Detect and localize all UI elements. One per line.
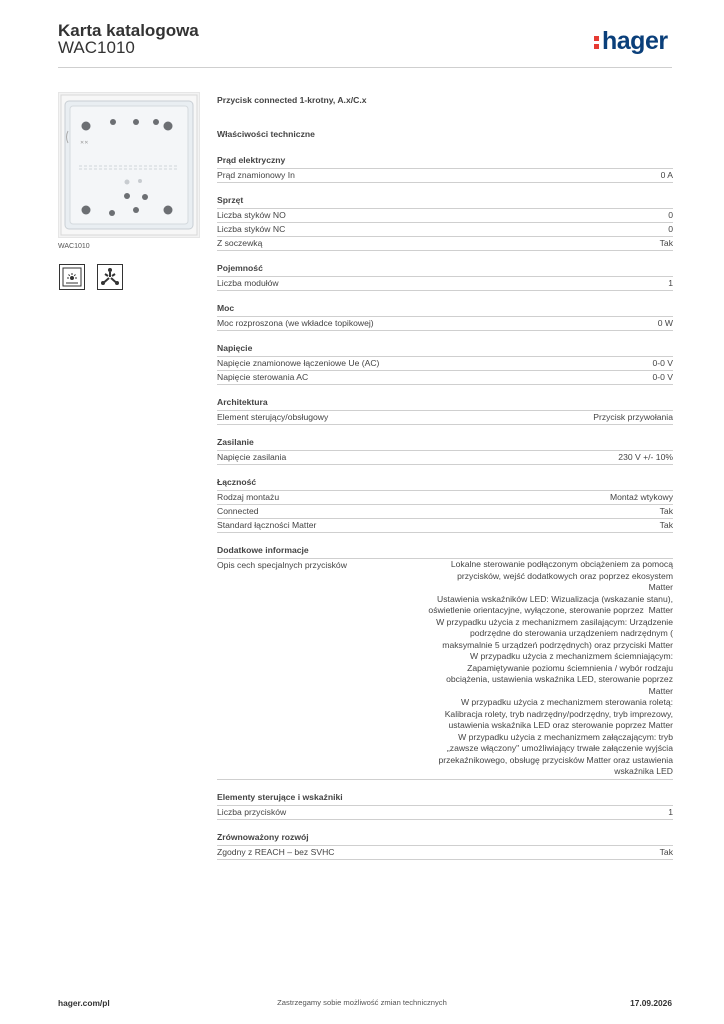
spec-group	[217, 437, 673, 465]
spec-group-title: Architektura	[217, 397, 673, 411]
spec-group-title: Dodatkowe informacje	[217, 545, 673, 559]
spec-group	[217, 343, 673, 385]
spec-value: Tak	[659, 520, 673, 530]
spec-label: Opis cech specjalnych przycisków	[217, 560, 347, 570]
spec-value-line: maksymalnie 5 urządzeń podrzędnych) oraz przyciski Matter	[442, 639, 673, 650]
light-sensor-icon	[59, 264, 85, 290]
spec-row	[217, 223, 673, 237]
spec-label: Zgodny z REACH – bez SVHC	[217, 846, 335, 857]
spec-row	[217, 277, 673, 291]
header-product-code: WAC1010	[58, 38, 135, 57]
spec-value: 0 W	[657, 318, 673, 328]
spec-value-line: obciążenia, ustawienia wskaźnika LED, sterowanie poprzez	[446, 674, 673, 684]
spec-value: Przycisk przywołania	[593, 412, 673, 422]
spec-value-line: W przypadku użycia z mechanizmem sterowania roletą:	[460, 697, 673, 707]
spec-group-title: Napięcie	[217, 343, 673, 357]
spec-value-line: Zapamiętywanie poziomu ściemnienia / wybór rodzaju	[467, 662, 673, 673]
spec-group-title: Zrównoważony rozwój	[217, 832, 673, 846]
spec-value: 230 V +/- 10%	[618, 452, 673, 462]
product-title: Przycisk connected 1-krotny, A.x/C.x	[217, 95, 367, 105]
matter-icon	[97, 264, 123, 290]
spec-value	[393, 559, 673, 778]
spec-value: 0	[668, 224, 673, 234]
spec-value-line: podrzędne do sterowania urządzeniem nadrzędnym (	[469, 628, 673, 638]
spec-value: 0 A	[660, 170, 673, 180]
spec-value: Tak	[659, 238, 673, 248]
spec-label: Z soczewką	[217, 238, 263, 248]
footer-date: 17.09.2026	[630, 998, 672, 1008]
spec-row	[217, 491, 673, 505]
spec-group	[217, 545, 673, 780]
spec-group-title: Prąd elektryczny	[217, 155, 673, 169]
spec-value: Montaż wtykowy	[609, 492, 673, 502]
spec-group-title: Łączność	[217, 477, 673, 491]
spec-label: Napięcie sterowania AC	[217, 372, 309, 382]
spec-row	[217, 451, 673, 465]
spec-row	[217, 411, 673, 425]
spec-row	[217, 559, 673, 780]
spec-row	[217, 371, 673, 385]
spec-value-line: Matter	[648, 685, 673, 696]
spec-label: Moc rozproszona (we wkładce topikowej)	[217, 318, 374, 328]
spec-group	[217, 792, 673, 820]
footer-note: Zastrzegamy sobie możliwość zmian technicznych	[277, 998, 447, 1007]
spec-row	[217, 237, 673, 251]
spec-value-line: oświetlenie orientacyjne, wyłączone, sterowanie poprzez Matter	[428, 605, 673, 615]
spec-row	[217, 317, 673, 331]
spec-label: Liczba przycisków	[217, 806, 287, 817]
spec-label: Connected	[217, 506, 259, 516]
spec-value-line: przycisków, wejść dodatkowych oraz poprzez ekosystem	[457, 570, 673, 581]
svg-text:✕✕: ✕✕	[80, 140, 89, 146]
spec-label: Liczba modułów	[217, 278, 279, 288]
spec-value-line: ustawienia wskaźnika LED oraz sterowanie poprzez Matter	[448, 720, 673, 730]
spec-label: Element sterujący/obsługowy	[217, 412, 329, 422]
spec-group	[217, 263, 673, 291]
spec-group-title: Zasilanie	[217, 437, 673, 451]
spec-value-line: W przypadku użycia z mechanizmem załączającym: tryb	[458, 731, 673, 742]
spec-row	[217, 169, 673, 183]
spec-group	[217, 477, 673, 533]
spec-group-title: Moc	[217, 303, 673, 317]
spec-row	[217, 519, 673, 533]
spec-group	[217, 832, 673, 860]
spec-row	[217, 846, 673, 860]
spec-value: 0-0 V	[652, 372, 673, 382]
spec-value-line: Ustawienia wskaźników LED: Wizualizacja (wskazanie stanu),	[437, 593, 673, 604]
header-divider	[58, 67, 672, 68]
spec-label: Liczba styków NC	[217, 224, 286, 234]
section-title: Właściwości techniczne	[217, 129, 315, 139]
spec-value-line: W przypadku użycia z mechanizmem zasilającym: Urządzenie	[436, 616, 673, 627]
spec-value-line: przekaźnikowego, obsługę przycisków Matter oraz ustawienia	[438, 754, 673, 765]
spec-value-line: „zawsze włączony" umożliwiający trwałe załączenie wyjścia	[446, 743, 673, 753]
footer-url[interactable]: hager.com/pl	[58, 998, 110, 1008]
spec-row	[217, 806, 673, 820]
spec-group-title: Elementy sterujące i wskaźniki	[217, 792, 673, 806]
spec-column	[217, 95, 673, 872]
spec-groups	[217, 155, 673, 860]
spec-label: Napięcie zasilania	[217, 452, 287, 462]
spec-group-title: Sprzęt	[217, 195, 673, 209]
spec-value: Tak	[659, 506, 673, 516]
spec-group	[217, 397, 673, 425]
spec-value: 1	[668, 806, 673, 817]
spec-group-title: Pojemność	[217, 263, 673, 277]
spec-group	[217, 195, 673, 251]
header-title: Karta katalogowa	[58, 21, 199, 40]
spec-value-line: wskaźnika LED	[614, 766, 673, 776]
spec-value: Tak	[659, 846, 673, 857]
spec-group	[217, 303, 673, 331]
spec-value: 0	[668, 210, 673, 220]
hager-logo: hager	[594, 27, 668, 56]
spec-label: Rodzaj montażu	[217, 492, 280, 502]
spec-row	[217, 209, 673, 223]
spec-value-line: Matter	[648, 582, 673, 592]
spec-label: Prąd znamionowy In	[217, 170, 295, 180]
spec-group	[217, 155, 673, 183]
spec-value-line: Kalibracja rolety, tryb nadrzędny/podrzędny, tryb imprezowy,	[444, 708, 673, 719]
image-caption: WAC1010	[58, 243, 90, 250]
spec-value: 1	[668, 278, 673, 288]
spec-label: Standard łączności Matter	[217, 520, 317, 530]
spec-label: Liczba styków NO	[217, 210, 286, 220]
spec-row	[217, 357, 673, 371]
spec-value-line: W przypadku użycia z mechanizmem ściemniającym:	[470, 651, 673, 661]
spec-value: 0-0 V	[652, 358, 673, 368]
spec-label: Napięcie znamionowe łączeniowe Ue (AC)	[217, 358, 380, 368]
product-image	[58, 92, 200, 238]
spec-row	[217, 505, 673, 519]
spec-value-line: Lokalne sterowanie podłączonym obciążeniem za pomocą	[450, 559, 673, 569]
